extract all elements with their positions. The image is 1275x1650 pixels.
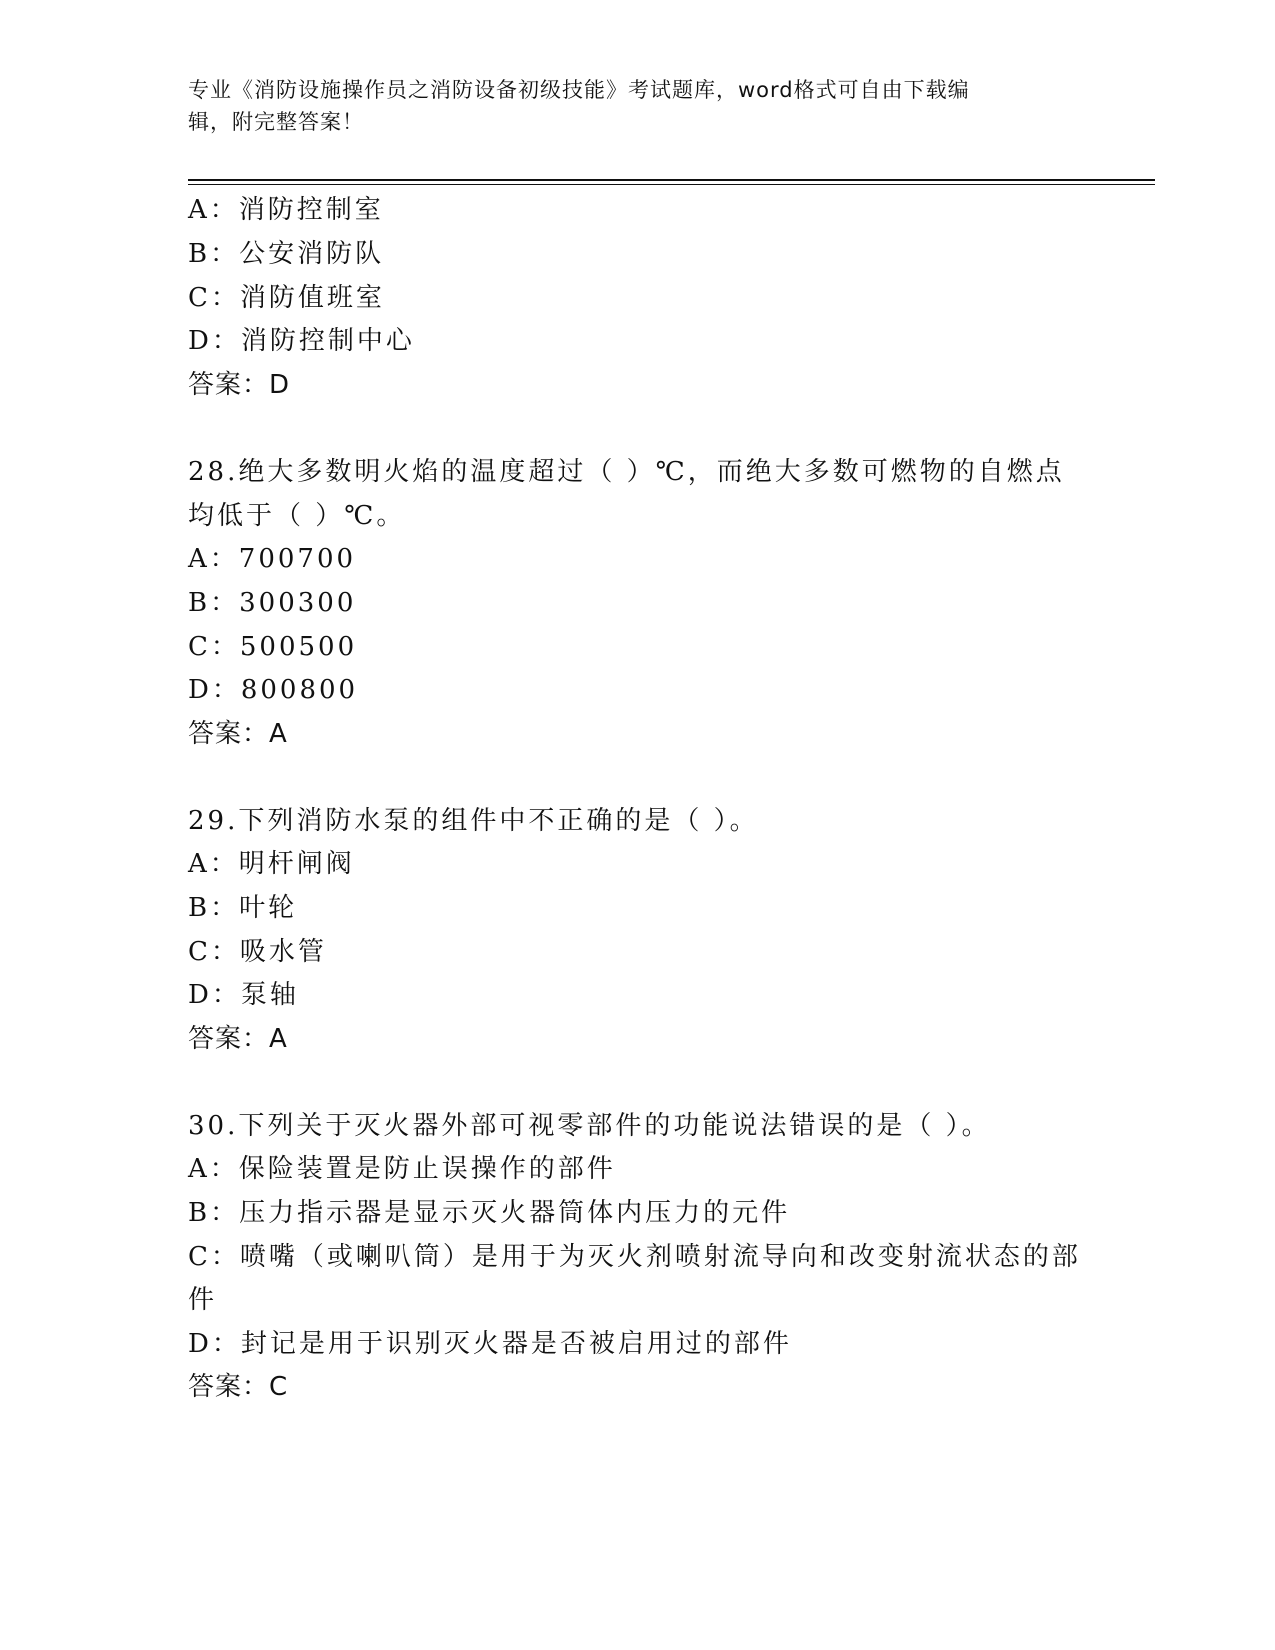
q29-option-c: C：吸水管: [188, 937, 327, 967]
q28-stem-line-1: 28.绝大多数明火焰的温度超过（ ）℃，而绝大多数可燃物的自燃点: [188, 457, 1065, 487]
q30-answer: 答案：C: [188, 1372, 289, 1402]
header-line-2: 辑，附完整答案！: [188, 110, 364, 134]
q28-option-c: C：500500: [188, 632, 358, 662]
q29-answer: 答案：A: [188, 1024, 288, 1054]
q30-option-c-continued: 件: [188, 1285, 218, 1315]
q29-option-b: B：叶轮: [188, 893, 298, 923]
q29-option-a: A：明杆闸阀: [188, 849, 355, 879]
q28-answer: 答案：A: [188, 719, 288, 749]
q29-stem: 29.下列消防水泵的组件中不正确的是（ ）。: [188, 806, 759, 836]
q30-stem: 30.下列关于灭火器外部可视零部件的功能说法错误的是（ ）。: [188, 1111, 991, 1141]
header-rule-thick: [188, 179, 1155, 181]
q30-option-d: D：封记是用于识别灭火器是否被启用过的部件: [188, 1329, 792, 1359]
header-rule-thin: [188, 184, 1155, 185]
q28-stem-line-2: 均低于（ ）℃。: [188, 501, 406, 531]
q27-option-b: B：公安消防队: [188, 239, 385, 269]
q27-option-a: A：消防控制室: [188, 195, 384, 225]
document-header: [188, 74, 1088, 138]
q27-option-c: C：消防值班室: [188, 283, 385, 313]
q30-option-a: A：保险装置是防止误操作的部件: [188, 1154, 616, 1184]
q30-option-c: C：喷嘴（或喇叭筒）是用于为灭火剂喷射流导向和改变射流状态的部: [188, 1242, 1081, 1272]
q28-option-b: B：300300: [188, 588, 357, 618]
q28-option-a: A：700700: [188, 544, 357, 574]
q30-option-b: B：压力指示器是显示灭火器筒体内压力的元件: [188, 1198, 791, 1228]
q29-option-d: D：泵轴: [188, 980, 299, 1010]
header-line-1: 专业《消防设施操作员之消防设备初级技能》考试题库，word格式可自由下载编: [188, 78, 970, 102]
q28-option-d: D：800800: [188, 675, 359, 705]
q27-answer: 答案：D: [188, 370, 291, 400]
q27-option-d: D：消防控制中心: [188, 326, 415, 356]
